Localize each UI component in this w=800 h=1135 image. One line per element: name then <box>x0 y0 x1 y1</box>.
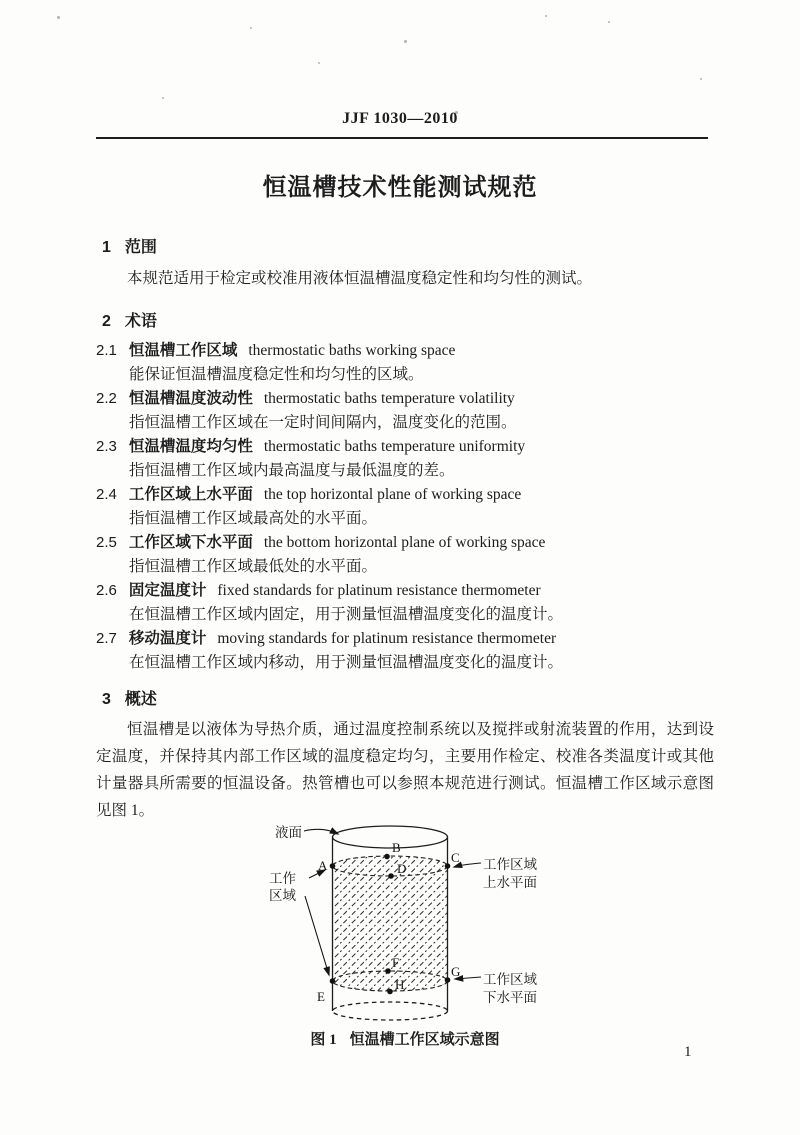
bath-cylinder-diagram <box>255 816 557 1028</box>
term-item <box>96 339 720 387</box>
section-1-heading <box>102 234 157 257</box>
label-working-space-line2: 区域 <box>269 888 296 903</box>
term-item <box>96 435 720 483</box>
term-item <box>96 579 720 627</box>
term-en: the top horizontal plane of working space <box>263 486 522 503</box>
term-zh: 恒温槽工作区域 <box>128 342 238 359</box>
noise-speck <box>250 27 252 29</box>
point-label-f: F <box>392 955 400 970</box>
term-en: fixed standards for platinum resistance thermometer <box>217 582 541 599</box>
term-definition: 指恒温槽工作区域在一定时间间隔内，温度变化的范围。 <box>129 414 517 431</box>
term-number: 2.6 <box>96 582 117 599</box>
label-bottom-plane-line2: 下水平面 <box>483 990 537 1005</box>
noise-speck <box>700 78 702 80</box>
section-number: 2 <box>102 313 111 330</box>
term-number: 2.7 <box>96 630 117 647</box>
term-en: thermostatic baths temperature uniformity <box>263 438 526 455</box>
page-number: 1 <box>684 1044 692 1060</box>
point-label-h: H <box>395 977 405 992</box>
term-definition: 能保证恒温槽温度稳定性和均匀性的区域。 <box>129 366 424 383</box>
figure-caption <box>245 1028 565 1049</box>
term-zh: 固定温度计 <box>128 582 207 599</box>
term-en: thermostatic baths working space <box>248 342 456 359</box>
working-space-leader-arrow-bottom <box>305 896 329 975</box>
term-item <box>96 531 720 579</box>
term-definition: 指恒温槽工作区域内最高温度与最低温度的差。 <box>129 462 455 479</box>
terms-list <box>96 339 720 675</box>
point-label-a: A <box>318 858 328 873</box>
section-number: 1 <box>102 239 111 256</box>
term-item <box>96 387 720 435</box>
section-2-heading <box>102 308 157 331</box>
point-label-d: D <box>397 861 407 876</box>
figure-caption-text: 恒温槽工作区域示意图 <box>349 1032 500 1048</box>
section-heading-text: 范围 <box>124 239 157 256</box>
figure-caption-number: 图 1 <box>310 1032 337 1048</box>
doc-code: JJF 1030—2010 <box>342 110 458 127</box>
liquid-surface-leader-arrow <box>304 829 338 834</box>
section-heading-text: 术语 <box>124 313 157 330</box>
point-label-b: B <box>392 840 401 855</box>
term-definition: 在恒温槽工作区域内移动，用于测量恒温槽温度变化的温度计。 <box>129 654 564 671</box>
term-number: 2.2 <box>96 390 117 407</box>
term-number: 2.5 <box>96 534 117 551</box>
noise-speck <box>57 16 60 19</box>
term-number: 2.4 <box>96 486 117 503</box>
header-rule <box>96 137 708 139</box>
section-3-heading <box>102 686 157 709</box>
section-3-paragraph: 恒温槽是以液体为导热介质，通过温度控制系统以及搅拌或射流装置的作用，达到设定温度，并保持其内部工作区域的温度稳定均匀，主要用作检定、校准各类温度计或其他计量器具所需要的恒温设备。热管槽也可以参照本规范进行测试。恒温槽工作区域示意图见图 1。 <box>96 721 714 819</box>
noise-speck <box>404 40 407 43</box>
figure-working-space-diagram <box>255 816 557 1028</box>
label-top-plane-line2: 上水平面 <box>483 875 537 890</box>
section-number: 3 <box>102 691 111 708</box>
label-bottom-plane-line1: 工作区域 <box>483 972 537 987</box>
term-zh: 恒温槽温度均匀性 <box>128 438 253 455</box>
term-zh: 移动温度计 <box>128 630 207 647</box>
label-working-space-line1: 工作 <box>269 871 296 886</box>
term-zh: 恒温槽温度波动性 <box>128 390 253 407</box>
point-label-c: C <box>451 850 460 865</box>
working-space-leader-arrow-top <box>309 870 325 878</box>
section-1-paragraph: 本规范适用于检定或校准用液体恒温槽温度稳定性和均匀性的测试。 <box>127 270 593 287</box>
term-definition: 指恒温槽工作区域最高处的水平面。 <box>129 510 378 527</box>
section-heading-text: 概述 <box>124 691 157 708</box>
term-item <box>96 627 720 675</box>
term-definition: 在恒温槽工作区域内固定，用于测量恒温槽温度变化的温度计。 <box>129 606 564 623</box>
label-liquid-surface: 液面 <box>275 825 302 840</box>
term-en: moving standards for platinum resistance thermometer <box>217 630 557 647</box>
term-en: the bottom horizontal plane of working space <box>263 534 546 551</box>
noise-speck <box>608 21 610 23</box>
term-en: thermostatic baths temperature volatility <box>263 390 515 407</box>
term-zh: 工作区域下水平面 <box>128 534 253 551</box>
noise-speck <box>545 15 547 17</box>
term-number: 2.3 <box>96 438 117 455</box>
point-label-g: G <box>451 964 461 979</box>
noise-speck <box>318 62 320 64</box>
label-top-plane-line1: 工作区域 <box>483 857 537 872</box>
term-zh: 工作区域上水平面 <box>128 486 253 503</box>
term-item <box>96 483 720 531</box>
noise-speck <box>162 97 164 99</box>
term-number: 2.1 <box>96 342 117 359</box>
term-definition: 指恒温槽工作区域最低处的水平面。 <box>129 558 378 575</box>
doc-title: 恒温槽技术性能测试规范 <box>262 174 538 201</box>
point-label-e: E <box>317 989 325 1004</box>
